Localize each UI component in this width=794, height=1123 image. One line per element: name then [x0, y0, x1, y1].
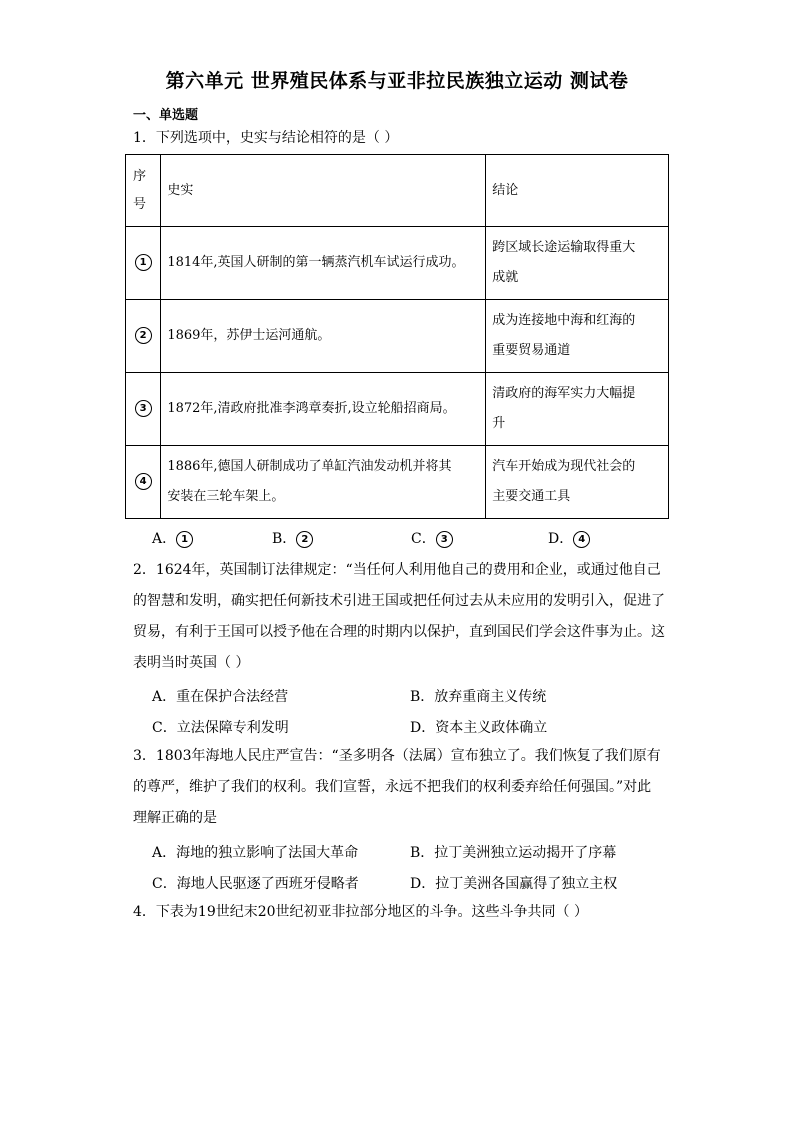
q2-option-a[interactable]: A．重在保护合法经营	[152, 689, 289, 705]
row-number-cell	[126, 300, 161, 373]
q3-option-c[interactable]: C．海地人民驱逐了西班牙侵略者	[152, 876, 359, 892]
circled-number: 4	[135, 473, 152, 490]
q4-line-1: 4．下表为19世纪末20世纪初亚非拉部分地区的斗争。这些斗争共同（ ）	[133, 904, 588, 920]
fact-text: 1872年,清政府批准李鸿章奏折,设立轮船招商局。	[167, 401, 456, 416]
conclusion-line2: 重要贸易通道	[492, 343, 571, 358]
circled-number: 4	[573, 531, 590, 548]
header-fact: 史实	[161, 155, 486, 227]
q2-option-d[interactable]: D．资本主义政体确立	[410, 720, 548, 736]
circled-number: 3	[135, 400, 152, 417]
q1-option-a[interactable]	[152, 528, 193, 548]
header-number	[126, 155, 161, 227]
table-row	[126, 300, 669, 373]
q3-line-1: 3．1803年海地人民庄严宣告：“圣多明各（法属）宣布独立了。我们恢复了我们原有	[133, 748, 661, 764]
q3-option-d[interactable]: D．拉丁美洲各国赢得了独立主权	[410, 876, 618, 892]
q2-line-2: 的智慧和发明，确实把任何新技术引进王国或把任何过去从未应用的发明引入，促进了	[133, 593, 665, 609]
q3-option-a[interactable]: A．海地的独立影响了法国大革命	[152, 845, 359, 861]
q2-line-3: 贸易，有利于王国可以授予他在合理的时期内以保护，直到国民们学会这件事为止。这	[133, 624, 665, 640]
fact-cell	[161, 300, 486, 373]
fact-cell	[161, 446, 486, 519]
q1-stem: 1．下列选项中，史实与结论相符的是（ ）	[133, 130, 399, 146]
q3-line-2: 的尊严，维护了我们的权利。我们宣誓，永远不把我们的权利委弃给任何强国。”对此	[133, 779, 652, 795]
conclusion-line1: 汽车开始成为现代社会的	[492, 459, 636, 474]
table-row	[126, 446, 669, 519]
conclusion-line2: 升	[492, 416, 506, 431]
circled-number: 2	[135, 327, 152, 344]
conclusion-line1: 成为连接地中海和红海的	[492, 313, 636, 328]
page-title: 第六单元 世界殖民体系与亚非拉民族独立运动 测试卷	[165, 70, 629, 92]
q1-table	[125, 154, 669, 519]
table-row	[126, 373, 669, 446]
conclusion-cell	[486, 300, 669, 373]
q1-option-c[interactable]	[411, 528, 453, 548]
conclusion-line1: 清政府的海军实力大幅提	[492, 386, 636, 401]
fact-cell	[161, 373, 486, 446]
header-number-line1: 序	[133, 168, 147, 184]
conclusion-line2: 主要交通工具	[492, 489, 571, 504]
option-letter: B．	[272, 531, 297, 547]
fact-text-line1: 1886年,德国人研制成功了单缸汽油发动机并将其	[167, 459, 452, 474]
fact-cell	[161, 227, 486, 300]
section-heading: 一、单选题	[133, 108, 199, 123]
table-row	[126, 227, 669, 300]
row-number-cell	[126, 446, 161, 519]
conclusion-cell	[486, 446, 669, 519]
row-number-cell	[126, 227, 161, 300]
header-conclusion: 结论	[486, 155, 669, 227]
q3-option-b[interactable]: B．拉丁美洲独立运动揭开了序幕	[410, 845, 617, 861]
row-number-cell	[126, 373, 161, 446]
fact-text-line2: 安装在三轮车架上。	[167, 489, 285, 504]
q3-line-3: 理解正确的是	[133, 810, 217, 826]
circled-number: 1	[176, 531, 193, 548]
conclusion-line2: 成就	[492, 270, 519, 285]
option-letter: A．	[152, 531, 177, 547]
header-number-line2: 号	[133, 196, 147, 212]
circled-number: 2	[296, 531, 313, 548]
circled-number: 3	[436, 531, 453, 548]
q2-option-b[interactable]: B．放弃重商主义传统	[410, 689, 547, 705]
q1-option-d[interactable]	[548, 528, 590, 548]
conclusion-cell	[486, 373, 669, 446]
q1-option-b[interactable]	[272, 528, 313, 548]
fact-text: 1869年，苏伊士运河通航。	[167, 328, 331, 343]
q2-line-1: 2．1624年，英国制订法律规定：“当任何人利用他自己的费用和企业，或通过他自己	[133, 562, 661, 578]
circled-number: 1	[135, 254, 152, 271]
q2-line-4: 表明当时英国（ ）	[133, 655, 250, 671]
q2-option-c[interactable]: C．立法保障专利发明	[152, 720, 289, 736]
option-letter: D．	[548, 531, 574, 547]
option-letter: C．	[411, 531, 436, 547]
conclusion-line1: 跨区域长途运输取得重大	[492, 240, 636, 255]
fact-text: 1814年,英国人研制的第一辆蒸汽机车试运行成功。	[167, 255, 465, 270]
conclusion-cell	[486, 227, 669, 300]
table-header-row	[126, 155, 669, 227]
